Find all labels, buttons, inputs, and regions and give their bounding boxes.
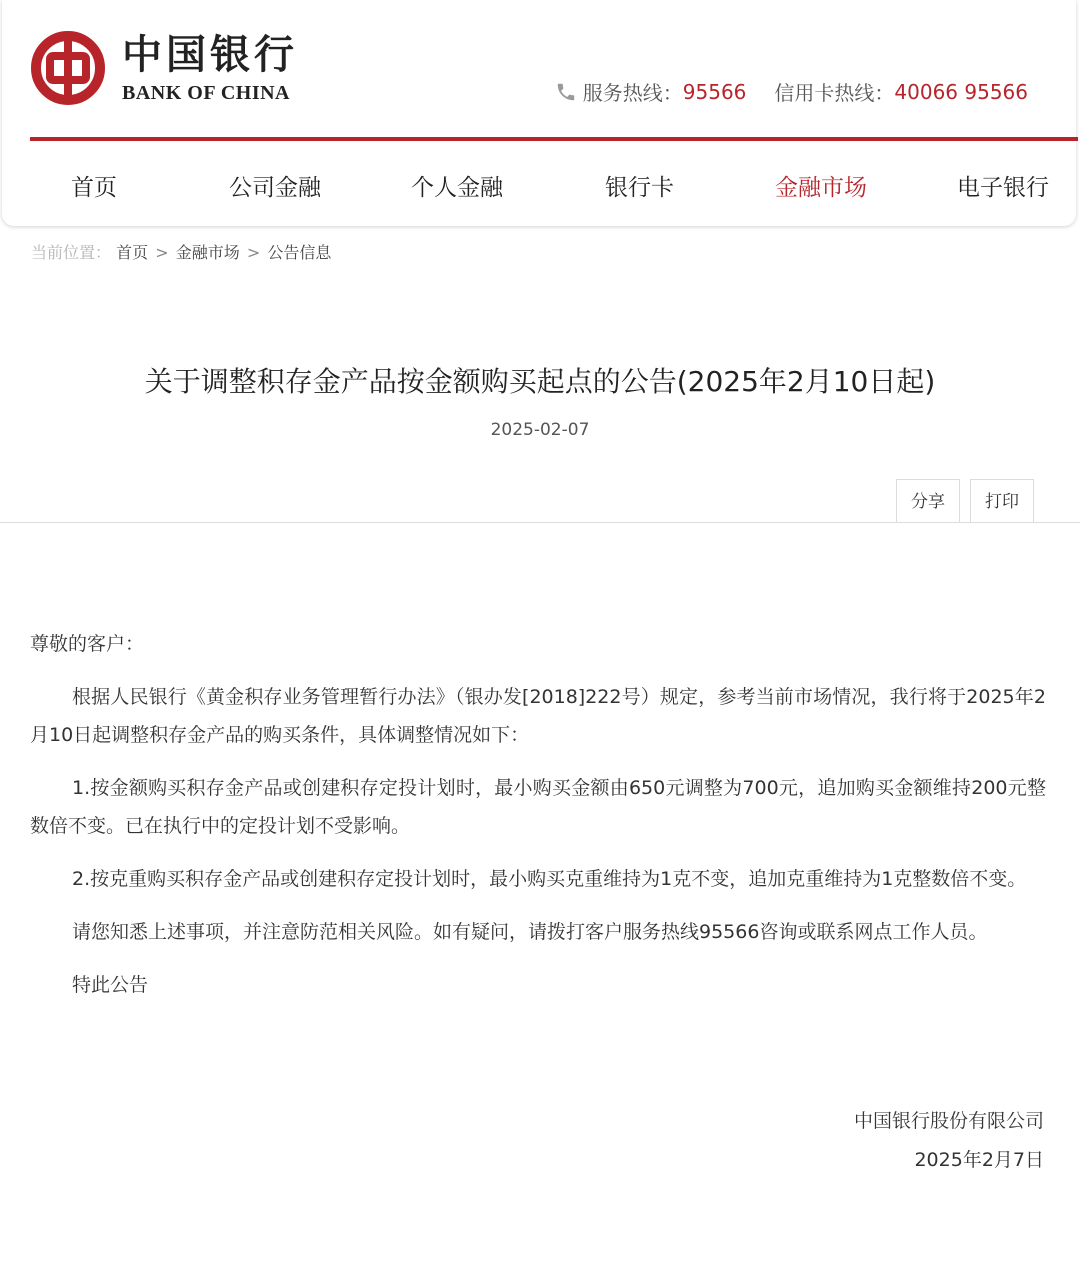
phone-icon: [555, 81, 577, 103]
nav-item-financial-markets[interactable]: 金融市场: [775, 175, 867, 201]
service-hotline-number[interactable]: 95566: [682, 79, 747, 104]
article-title: 关于调整积存金产品按金额购买起点的公告(2025年2月10日起): [144, 365, 936, 398]
nav-item-e-banking[interactable]: 电子银行: [957, 175, 1049, 201]
credit-card-hotline-number[interactable]: 40066 95566: [894, 79, 1028, 104]
main-nav: [2, 141, 1078, 226]
article-date: 2025-02-07: [490, 420, 590, 440]
nav-item-home[interactable]: 首页: [71, 175, 117, 201]
hotlines: [555, 77, 1028, 106]
content-divider: [0, 522, 1080, 523]
bank-of-china-emblem-icon: [30, 30, 106, 106]
article-body: [30, 625, 1046, 1019]
bank-logo[interactable]: [30, 30, 298, 106]
greeting: 尊敬的客户：: [30, 633, 145, 655]
breadcrumb-separator: >: [155, 243, 169, 262]
share-button[interactable]: 分享: [896, 479, 960, 523]
signature-company: 中国银行股份有限公司: [853, 1110, 1044, 1132]
article-actions: [896, 479, 1034, 523]
bank-name-cn: 中国银行: [122, 31, 298, 78]
paragraph-notice: 请您知悉上述事项，并注意防范相关风险。如有疑问，请拨打客户服务热线95566咨询或联系网点工作人员。: [72, 921, 988, 943]
breadcrumb-financial-markets[interactable]: 金融市场: [175, 243, 240, 262]
breadcrumb-announcements[interactable]: 公告信息: [267, 243, 332, 262]
breadcrumb: [31, 240, 331, 263]
print-button[interactable]: 打印: [970, 479, 1034, 523]
signature-date: 2025年2月7日: [914, 1149, 1044, 1171]
nav-item-personal-banking[interactable]: 个人金融: [411, 175, 503, 201]
nav-item-corporate-banking[interactable]: 公司金融: [229, 175, 321, 201]
breadcrumb-label: 当前位置：: [31, 243, 112, 262]
paragraph-item-2: 2.按克重购买积存金产品或创建积存定投计划时，最小购买克重维持为1克不变，追加克重维持为1克整数倍不变。: [72, 868, 1027, 890]
site-header: [2, 0, 1076, 226]
paragraph-closing: 特此公告: [72, 974, 149, 996]
breadcrumb-home[interactable]: 首页: [116, 243, 149, 262]
article-signature: [854, 1102, 1044, 1180]
service-hotline-label: 服务热线：: [582, 81, 683, 105]
paragraph-item-1: 1.按金额购买积存金产品或创建积存定投计划时，最小购买金额由650元调整为700元，追加购买金额维持200元整数倍不变。已在执行中的定投计划不受影响。: [30, 777, 1046, 837]
credit-card-hotline-label: 信用卡热线：: [774, 81, 895, 105]
nav-item-bank-cards[interactable]: 银行卡: [605, 175, 674, 201]
bank-name-en: BANK OF CHINA: [122, 82, 290, 104]
paragraph-intro: 根据人民银行《黄金积存业务管理暂行办法》（银办发[2018]222号）规定，参考当前市场情况，我行将于2025年2月10日起调整积存金产品的购买条件，具体调整情况如下：: [30, 686, 1046, 746]
breadcrumb-separator: >: [246, 243, 261, 262]
